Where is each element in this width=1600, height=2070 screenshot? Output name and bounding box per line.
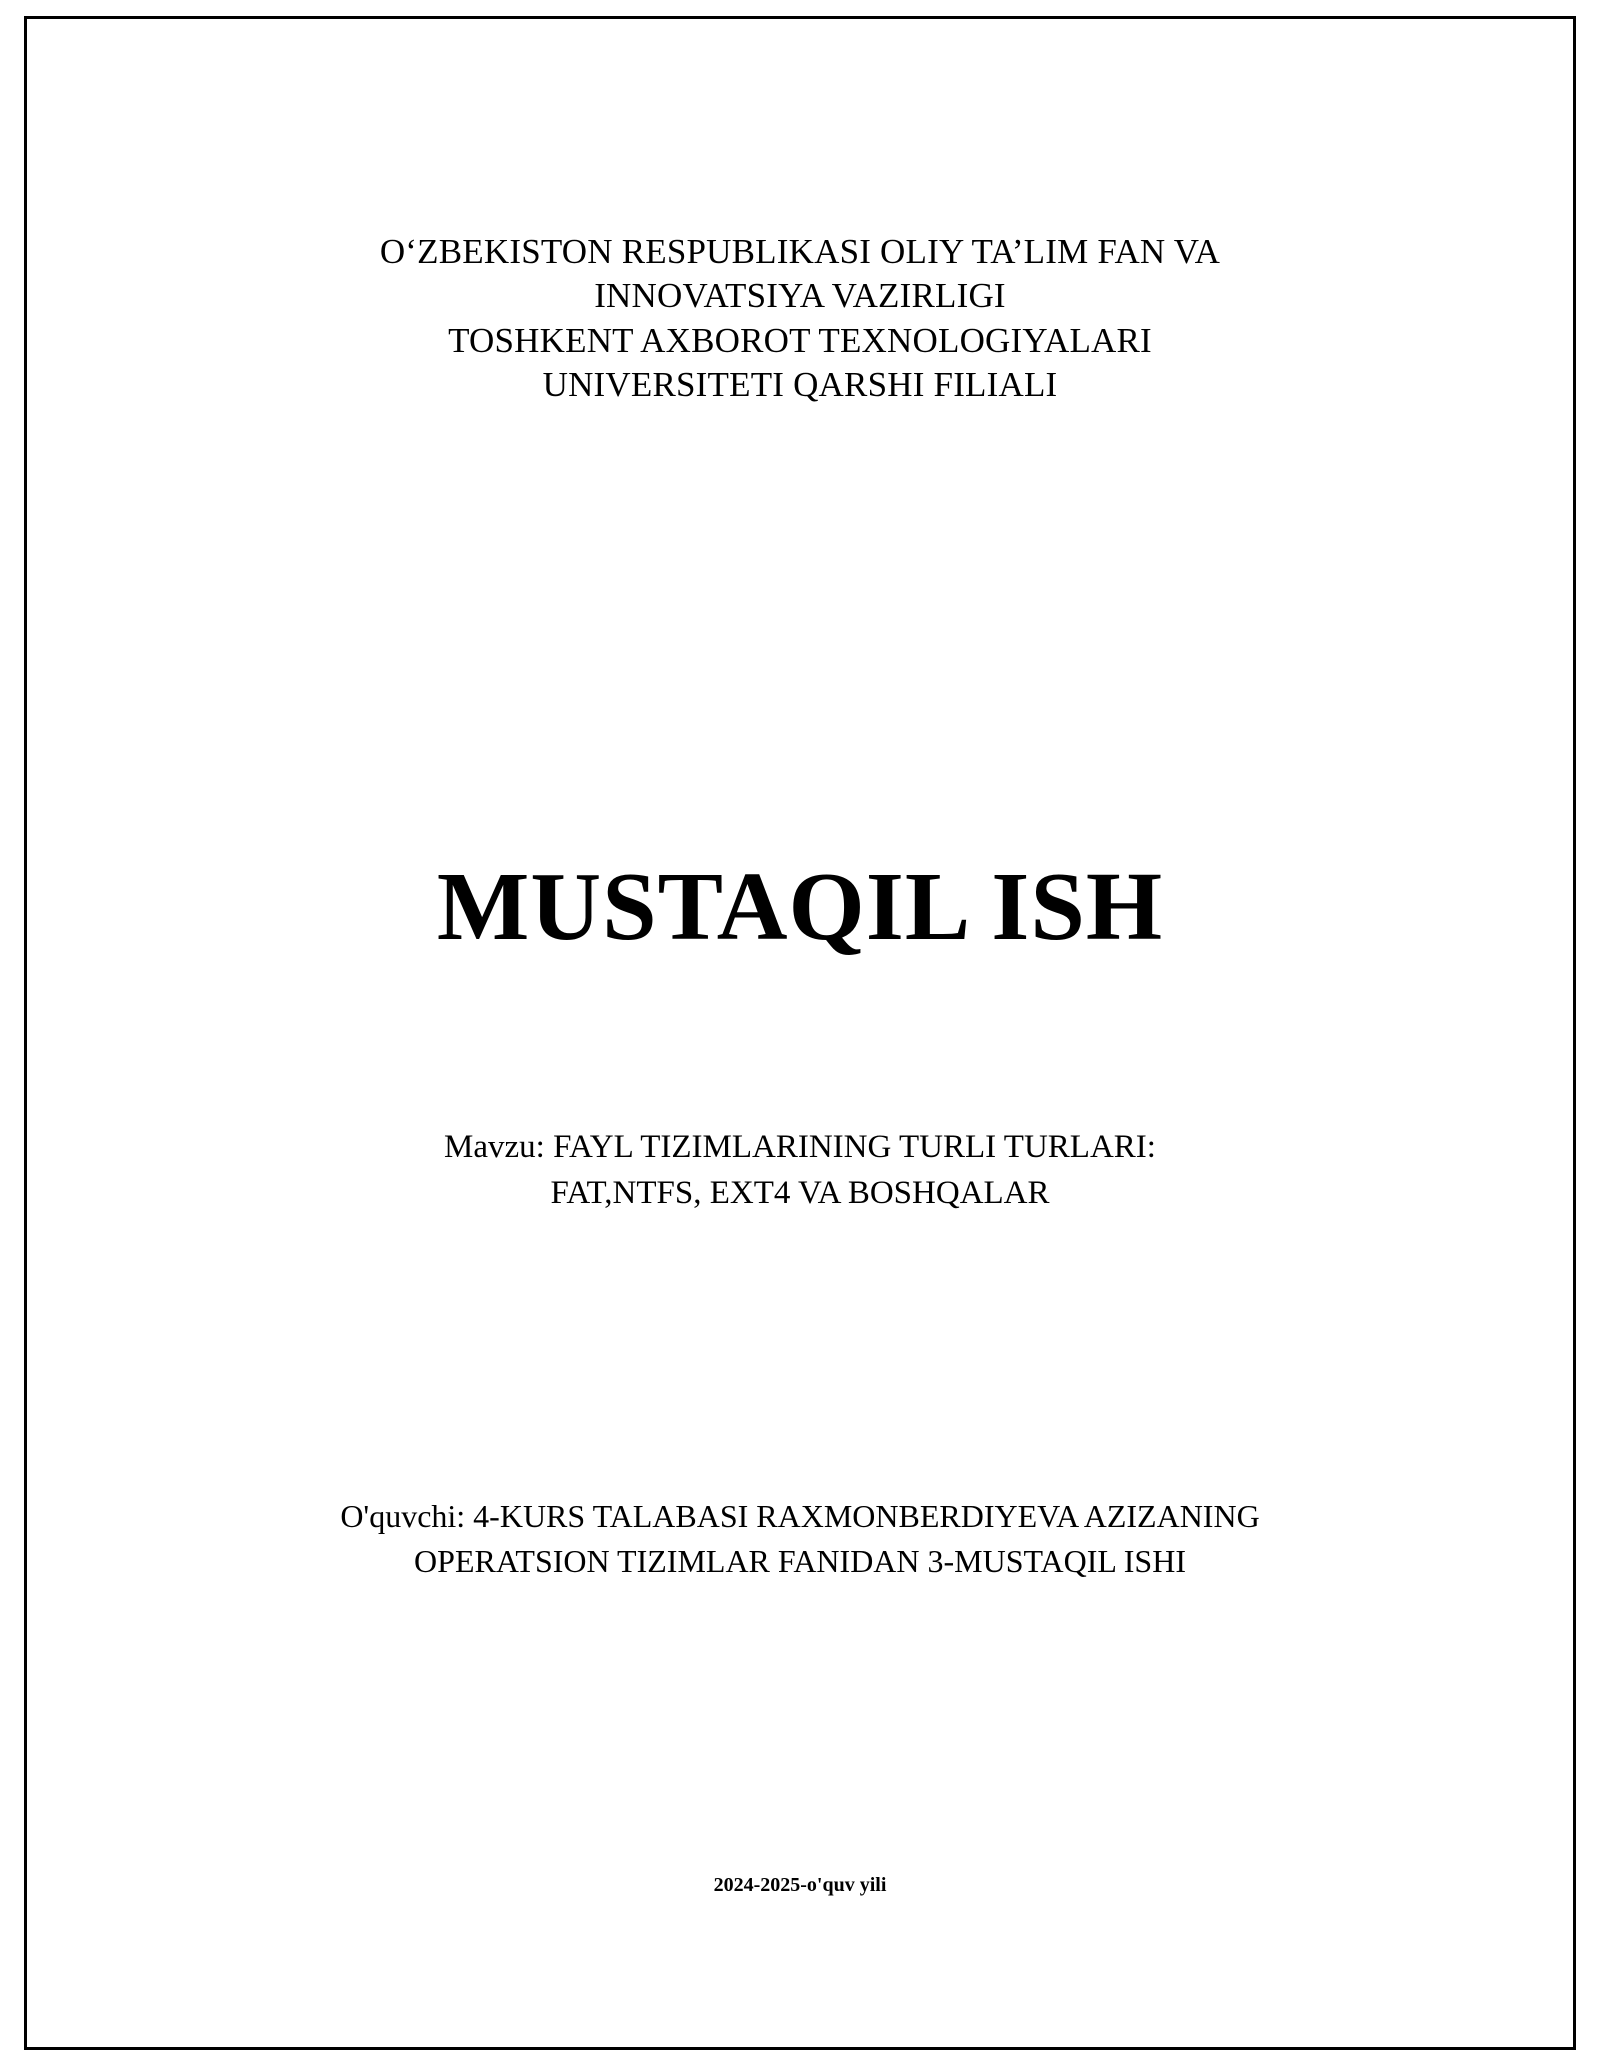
organization-heading <box>114 230 1486 408</box>
organization-line-3: TOSHKENT AXBOROT TEXNOLOGIYALARI <box>448 320 1152 360</box>
student-line-1: O'quvchi: 4-KURS TALABASI RAXMONBERDIYEVA AZIZANING <box>340 1498 1260 1535</box>
page-content <box>24 16 1576 2050</box>
subject-line-2: FAT,NTFS, EXT4 VA BOSHQALAR <box>550 1174 1050 1211</box>
organization-line-1: O‘ZBEKISTON RESPUBLIKASI OLIY TA’LIM FAN VA <box>379 232 1221 271</box>
student-info <box>114 1494 1486 1584</box>
student-line-2: OPERATSION TIZIMLAR FANIDAN 3-MUSTAQIL ISHI <box>414 1542 1186 1579</box>
organization-line-2: INNOVATSIYA VAZIRLIGI <box>594 276 1006 316</box>
document-title: MUSTAQIL ISH <box>436 852 1164 961</box>
subject-line-1: Mavzu: FAYL TIZIMLARINING TURLI TURLARI: <box>444 1128 1156 1165</box>
organization-line-4: UNIVERSITETI QARSHI FILIALI <box>542 365 1058 405</box>
academic-year: 2024-2025-o'quv yili <box>713 1873 887 1896</box>
subject-heading <box>114 1124 1486 1216</box>
